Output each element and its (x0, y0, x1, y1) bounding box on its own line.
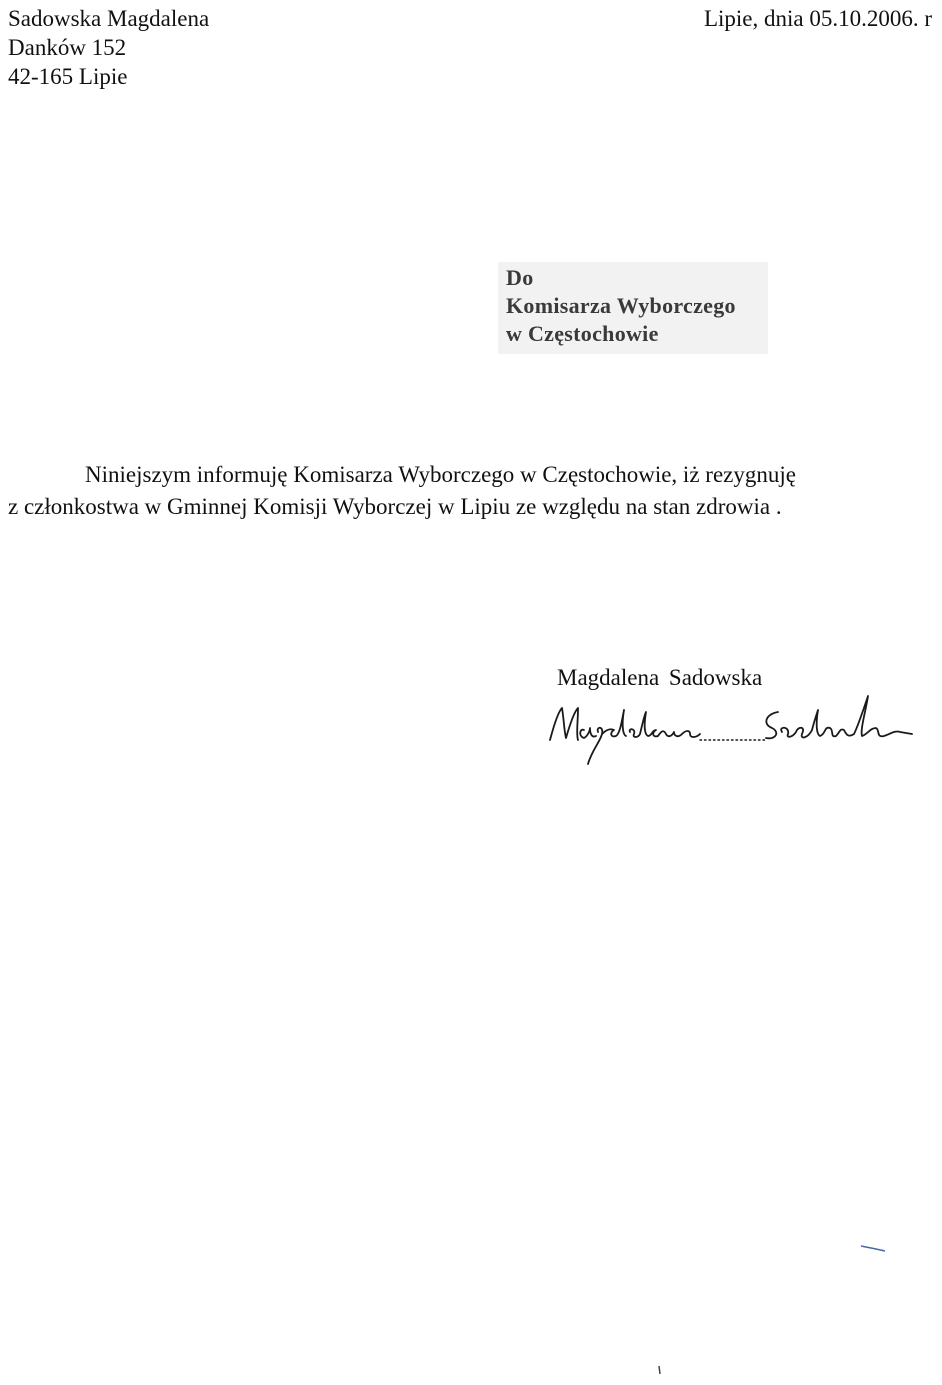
signature-first-name-stroke (550, 708, 700, 764)
signer-printed-name: Magdalena Sadowska (557, 665, 763, 690)
recipient-line-1: Do (506, 265, 534, 290)
recipient-line-3: w Częstochowie (506, 321, 659, 346)
recipient-stamp (498, 262, 768, 354)
sender-street: Danków 152 (8, 35, 127, 60)
letter-body-line-2: z członkostwa w Gminnej Komisji Wyborczej w Lipiu ze względu na stan zdrowia . (8, 494, 782, 519)
signature-last-name-stroke (766, 696, 912, 738)
scan-mark-blue (861, 1246, 885, 1251)
letter-body (8, 459, 908, 523)
place-and-date: Lipie, dnia 05.10.2006. r (703, 6, 932, 31)
letter-body-line-1: Niniejszym informuję Komisarza Wyborczego w Częstochowie, iż rezygnuję (85, 462, 796, 487)
sender-name: Sadowska Magdalena (8, 6, 210, 31)
recipient-line-2: Komisarza Wyborczego (506, 293, 736, 318)
sender-address-block (8, 4, 209, 91)
sender-postal-city: 42-165 Lipie (8, 64, 128, 89)
handwritten-signature (540, 690, 920, 770)
scan-mark-dark (659, 1366, 660, 1374)
